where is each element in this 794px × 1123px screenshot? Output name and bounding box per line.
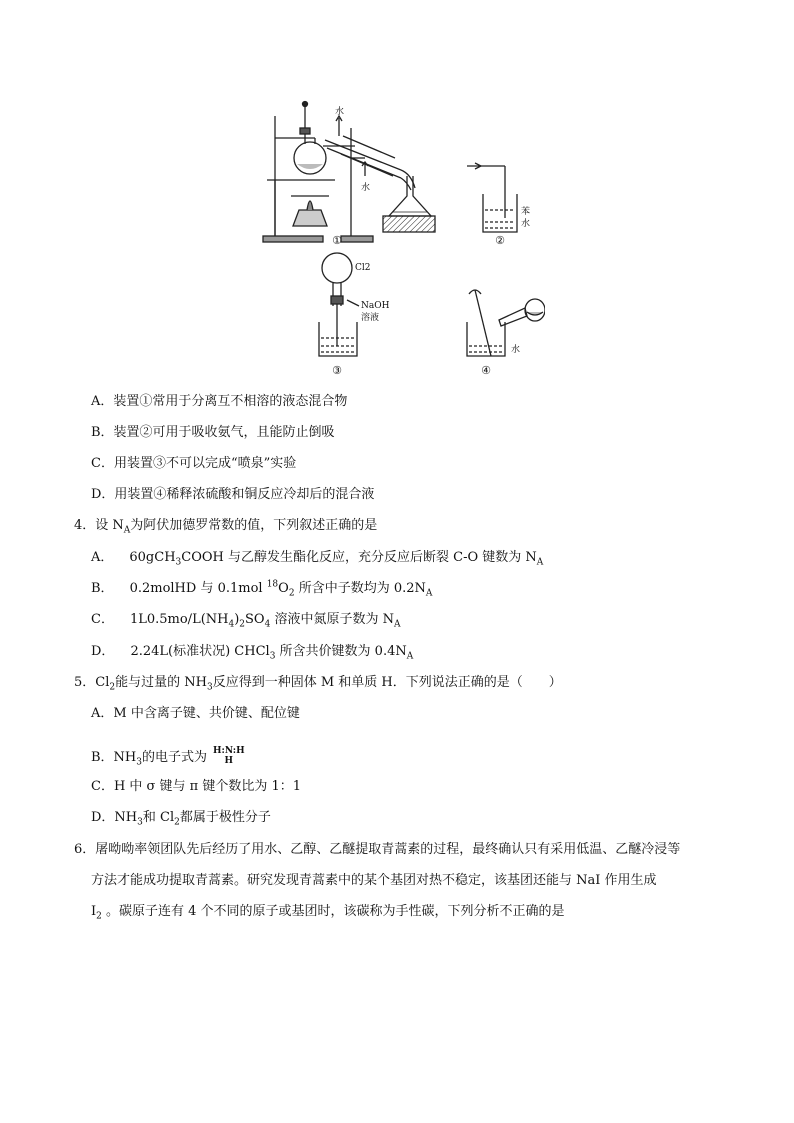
- q4-stem: 4．设 $N_A$为阿伏加德罗常数的值，下列叙述正确的是: [74, 518, 378, 536]
- q4-option-d: D． 2.24L(标准状况) CHCl$_3$ 所含共价键数为 $0.4N_A$: [91, 644, 414, 662]
- apparatus-figure: [255, 98, 545, 380]
- apparatus-1-distillation: [263, 102, 435, 243]
- q3-option-d: D．用装置④稀释浓硫酸和铜反应冷却后的混合液: [91, 487, 375, 502]
- ammonia-electron-formula: H:N:H H: [213, 746, 245, 766]
- q5-option-c: C．H 中 σ 键与 π 键个数比为 1：1: [91, 779, 302, 794]
- apparatus-4-dilution: [467, 290, 545, 356]
- label-solution: 溶液: [361, 313, 380, 323]
- apparatus-3-fountain: [319, 253, 359, 356]
- label-water-2: 水: [521, 219, 531, 229]
- q6-stem-line-1: 6．屠呦呦率领团队先后经历了用水、乙醇、乙醚提取青蒿素的过程，最终确认只有采用低温、乙醚冷浸等: [74, 842, 681, 857]
- label-cl2: Cl2: [355, 263, 371, 273]
- q4-option-b: B． 0.2molHD 与 0.1mol $^{18}O_2$ 所含中子数均为 $0.2N_A$: [91, 579, 433, 599]
- q3-option-a: A．装置①常用于分离互不相溶的液态混合物: [91, 394, 348, 409]
- label-naoh: NaOH: [361, 301, 390, 311]
- q4-option-a: A． 60gCH$_3$COOH 与乙醇发生酯化反应，充分反应后断裂 C-O 键数为 $N_A$: [91, 550, 544, 568]
- q5-option-a: A．M 中含离子键、共价键、配位键: [91, 706, 300, 721]
- number-2: ②: [495, 234, 505, 247]
- label-water-4: 水: [511, 345, 521, 355]
- label-water-in: 水: [361, 183, 371, 193]
- q6-stem-line-3: $I_2$ 。碳原子连有 4 个不同的原子或基团时，该碳称为手性碳，下列分析不正确的是: [91, 904, 565, 922]
- q5-option-d: D．$NH_3$和 $Cl_2$都属于极性分子: [91, 810, 271, 828]
- q3-option-c: C．用装置③不可以完成“喷泉”实验: [91, 456, 297, 471]
- q5-option-b: B．$NH_3$的电子式为 H:N:H H: [91, 746, 245, 768]
- number-3: ③: [332, 364, 342, 377]
- q6-stem-line-2: 方法才能成功提取青蒿素。研究发现青蒿素中的某个基团对热不稳定，该基团还能与 NaI 作用生成: [91, 873, 657, 888]
- q5-stem: 5．$Cl_2$能与过量的 $NH_3$反应得到一种固体 M 和单质 H．下列说法正确的是（ ）: [74, 675, 562, 693]
- q3-option-b: B．装置②可用于吸收氨气，且能防止倒吸: [91, 425, 335, 440]
- label-benzene: 苯: [521, 207, 531, 217]
- number-1: ①: [332, 234, 342, 247]
- apparatus-2-beaker: [467, 163, 517, 232]
- q4-option-c: C． $1L0.5mo/L(NH_4)_2SO_4$ 溶液中氮原子数为 $N_A$: [91, 612, 401, 630]
- label-water-out: 水: [335, 107, 345, 117]
- number-4: ④: [481, 364, 491, 377]
